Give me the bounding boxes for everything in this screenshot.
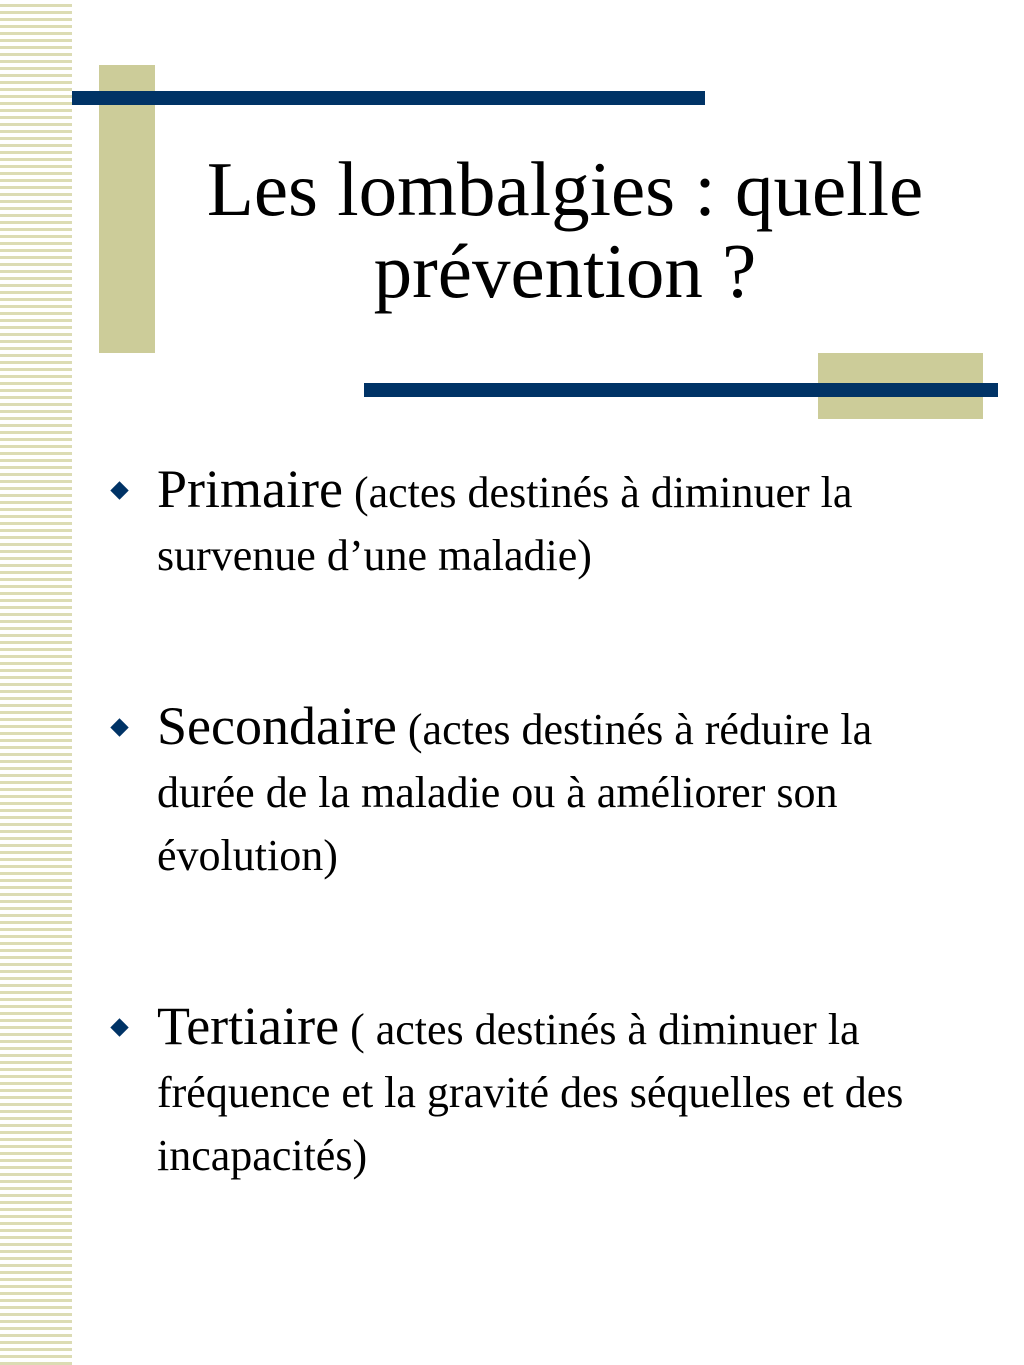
bullet-item-secondaire xyxy=(108,695,968,887)
bullet-description: (actes destinés à réduire la durée de la maladie ou à améliorer son évolution) xyxy=(157,705,873,880)
bullet-term: Primaire xyxy=(157,459,343,519)
title-line-2: prévention ? xyxy=(373,228,757,314)
navy-rule-top xyxy=(72,91,705,105)
diamond-bullet-icon xyxy=(110,718,128,736)
bullet-item-primaire xyxy=(108,458,968,587)
diamond-bullet-icon xyxy=(110,481,128,499)
bullet-text xyxy=(157,458,968,587)
bullet-text xyxy=(157,995,968,1187)
decorative-stripes xyxy=(0,0,72,1365)
bullet-item-tertiaire xyxy=(108,995,968,1187)
bullet-term: Tertiaire xyxy=(157,996,340,1056)
bullet-description: (actes destinés à diminuer la survenue d’une maladie) xyxy=(157,468,853,580)
bullet-description: ( actes destinés à diminuer la fréquence et la gravité des séquelles et des incapacités) xyxy=(157,1005,904,1180)
diamond-bullet-icon xyxy=(110,1018,128,1036)
bullet-text xyxy=(157,695,968,887)
slide-title xyxy=(160,148,970,312)
navy-rule-bottom xyxy=(364,383,998,397)
olive-accent-block-tall xyxy=(99,65,155,353)
bullet-term: Secondaire xyxy=(157,696,397,756)
title-line-1: Les lombalgies : quelle xyxy=(206,146,924,232)
